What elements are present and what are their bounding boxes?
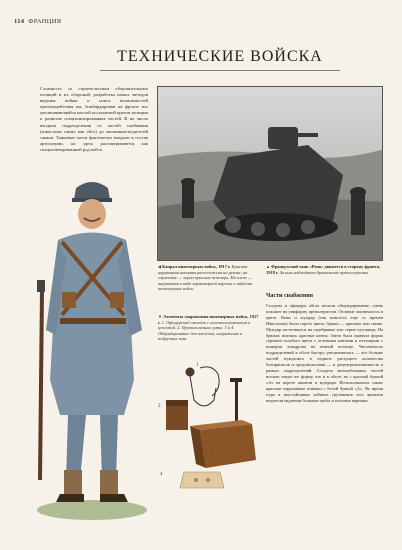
tank-photo [157,86,383,261]
arrow-down-icon: ▼ [158,314,162,319]
caption-corporal-text: Красная нарукавная нашивка расположена на рукаве, на горжетке — черно-красные петлицы. На плече — нарукавник в виде характерной нарезки и эмблема инженерных войск. [158,264,253,292]
arrow-left-icon: ◀ [158,264,162,269]
section-name: ФРАНЦИЯ [28,18,62,25]
equipment-illustration [160,360,260,520]
caption-corporal-title: Капрал инженерных войск, 1917 г. [162,264,231,269]
caption-corporal [158,264,260,292]
caption-equipment-text: 1. Офицерский свисток с колечком-ремешком и цепочкой. 2. Противогазная сумка. 3 и 4. Обмундирование для заклёпок, снаряжение и подручные ими. [158,319,251,342]
item-number: 4 [160,472,163,477]
title-divider [100,70,340,71]
caption-equipment-title: Элементы снаряжения инженерных войск, 1917 г. [158,314,259,325]
sapper-illustration [32,180,158,525]
running-header [14,18,61,25]
item-number: 1 [196,363,199,368]
body-text: Солдаты и офицеры обоза носили обмундирование, очень похожее на униформу артиллеристов. Отличие заключалось в цвете. Кепи и мундир (так повелось еще со времен Наполеона) были серого цвета, брюки — красные или синие. Мундир застегивался на серебряные или серые пуговицы. На брюках имелись красные канты. Затем была принята форма серовато-голубого цвета с зелеными кантами и петлицами с номером эскадрона на земной петлице. Численность подразделений в обозе быстро увеличивалась — все больше частей нуждались в подвозе растущего количества боеприпасов и продовольствия — и децентрализованность в рамках подразделений. Солдаты автомобильных частей носили такую же форму, что и в обозе, но с красной буквой «А» на вороте шинели и мундира. Использовались также красные нарукавные повязки с белой буквой «А». Во время езды в неустойчивых кабинах грузовиков того времени водители надевали большие шубы и плотные варежки. [266,303,383,403]
page-number: 114 [14,18,25,25]
caption-tank [266,264,383,275]
caption-tank-text: За ним наблюдают британские артиллеристы. [279,269,370,275]
arrow-up-icon: ▲ [266,264,270,269]
intro-paragraph: Сложность со строительством оборонительных позиций и их обороной, разработка новых методов ведения войны и поиск возможностей противодействия им, бомбардировки на фронте все увеличивающейся массой посылаемой врагом позиции и развитие специализированных частей. В их число входили подразделения от частей снабжения (известные также как обоз) до механиков-водителей танков. Танковые части фактически входили в состав артиллерии, но здесь рассматриваются как специализированный род войск. [40,86,148,152]
item-number: 3 [210,448,213,453]
section-heading: Части снабжения [266,293,314,299]
page-title: ТЕХНИЧЕСКИЕ ВОЙСКА [117,48,323,65]
caption-tank-title: Французский танк «Рено» движется в сторону фронта, 1918 г. [266,264,381,275]
item-number: 2 [158,404,161,409]
caption-equipment [158,314,260,342]
